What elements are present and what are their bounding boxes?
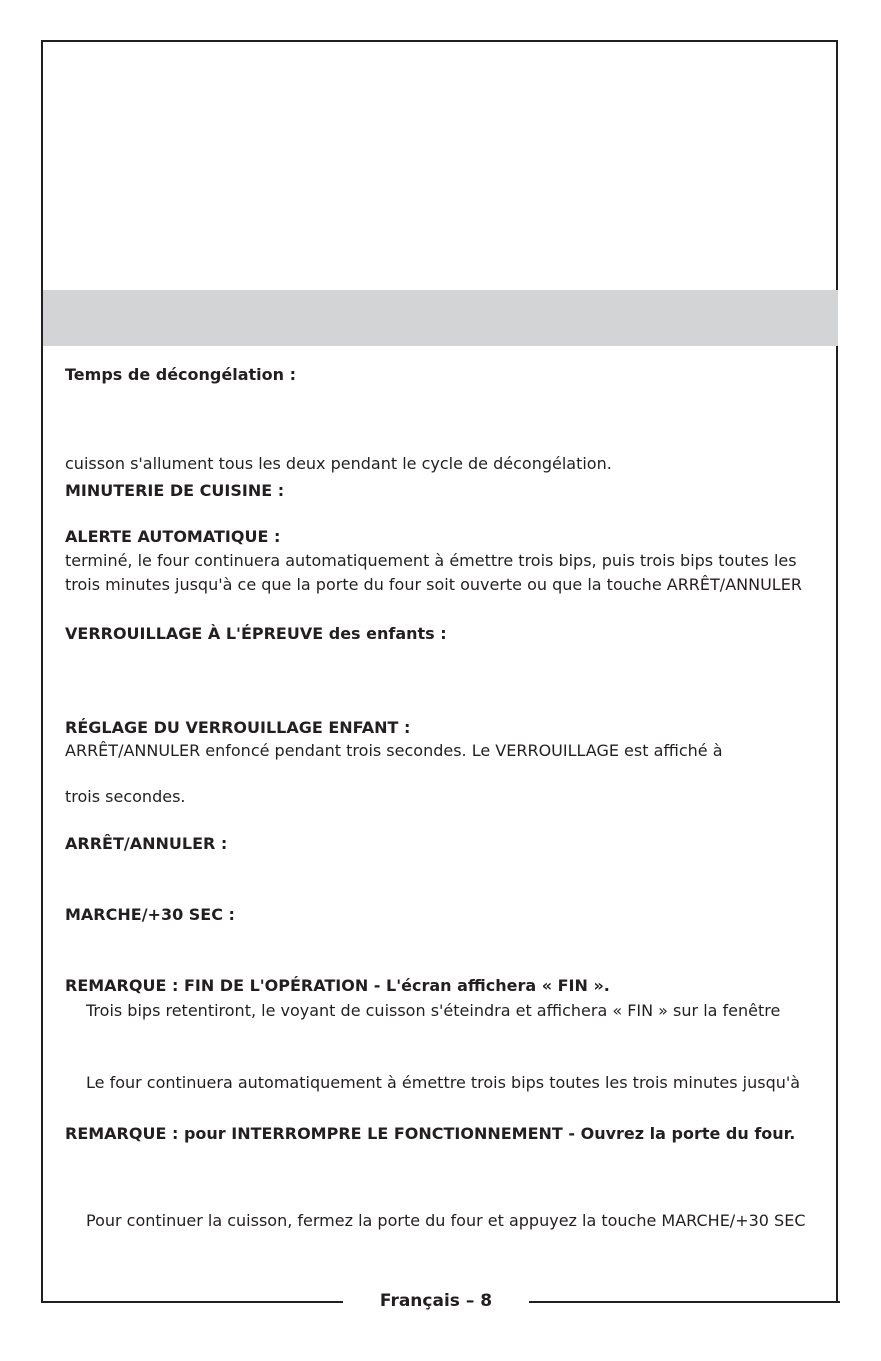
auto-alert-line-2: trois minutes jusqu'à ce que la porte du four soit ouverte ou que la touche ARRÊT/ANNULER [65, 575, 802, 594]
footer-rule-right [529, 1301, 840, 1303]
child-lock-setting-line-2: trois secondes. [65, 787, 186, 806]
child-lock-setting-line-1: ARRÊT/ANNULER enfoncé pendant trois secondes. Le VERROUILLAGE est affiché à [65, 741, 723, 760]
section-banner [43, 290, 838, 346]
note-end-line-2: Le four continuera automatiquement à émettre trois bips toutes les trois minutes jusqu'à [86, 1073, 801, 1092]
page-number: Français – 8 [379, 1291, 493, 1311]
note-interrupt-heading: REMARQUE : pour INTERROMPRE LE FONCTIONNEMENT - Ouvrez la porte du four. [65, 1124, 796, 1143]
note-end-line-1: Trois bips retentiront, le voyant de cuisson s'éteindra et affichera « FIN » sur la fenêtre [86, 1001, 781, 1020]
page-frame [41, 40, 838, 1302]
note-end-heading: REMARQUE : FIN DE L'OPÉRATION - L'écran affichera « FIN ». [65, 976, 610, 995]
thaw-time-text: cuisson s'allument tous les deux pendant le cycle de décongélation. [65, 454, 612, 473]
footer-rule-left [41, 1301, 343, 1303]
kitchen-timer-heading: MINUTERIE DE CUISINE : [65, 481, 285, 500]
thaw-time-heading: Temps de décongélation : [65, 365, 296, 384]
auto-alert-heading: ALERTE AUTOMATIQUE : [65, 527, 281, 546]
auto-alert-line-1: terminé, le four continuera automatiquement à émettre trois bips, puis trois bips toutes les [65, 551, 797, 570]
stop-cancel-heading: ARRÊT/ANNULER : [65, 834, 228, 853]
child-lock-setting-heading: RÉGLAGE DU VERROUILLAGE ENFANT : [65, 718, 411, 737]
note-interrupt-line-1: Pour continuer la cuisson, fermez la porte du four et appuyez la touche MARCHE/+30 SEC [86, 1211, 806, 1230]
child-lock-heading: VERROUILLAGE À L'ÉPREUVE des enfants : [65, 624, 447, 643]
start-heading: MARCHE/+30 SEC : [65, 905, 235, 924]
